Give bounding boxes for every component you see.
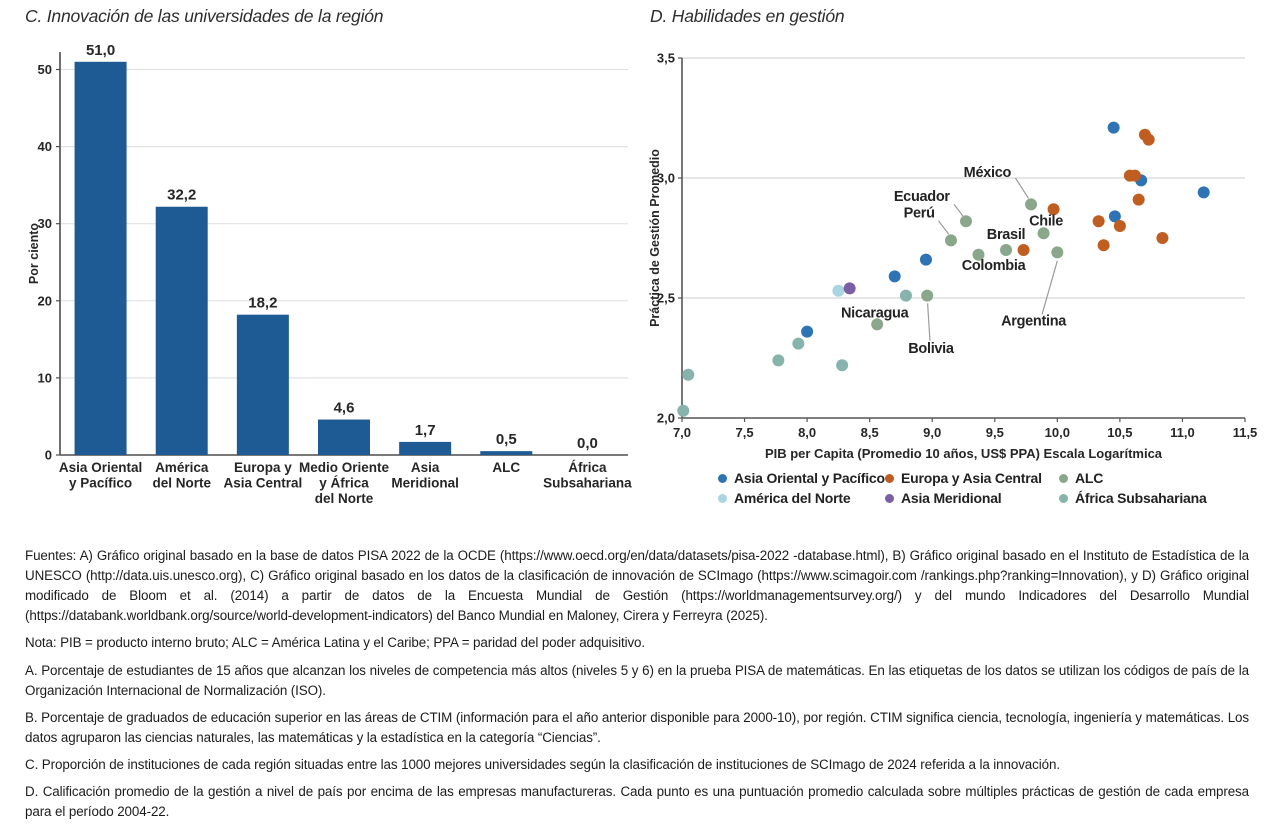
- footnote-c: C. Proporción de instituciones de cada región situadas entre las 1000 mejores universidades según la clasificación de instituciones de SCImago de 2024 referida a la innovación.: [25, 756, 1060, 772]
- data-point-europa-y-asia-central: [1018, 244, 1030, 256]
- data-point-asia-oriental-y-pac-fico: [1198, 186, 1210, 198]
- data-point--frica-subsahariana: [677, 405, 689, 417]
- bar-value-label: 0,5: [495, 431, 517, 449]
- legend-item: [1059, 490, 1259, 506]
- x-tick-label: 11,0: [1170, 425, 1195, 440]
- scatter-legend: [718, 470, 1259, 506]
- data-point-alc: [960, 215, 972, 227]
- data-point-europa-y-asia-central: [1093, 215, 1105, 227]
- footnote-a: A. Porcentaje de estudiantes de 15 años que alcanzan los niveles de competencia más altos (niveles 5 y 6) en la prueba PISA de matemáticas. En las etiquetas de los datos se utilizan los códigos de país de la Organización Internacional de Normalización (ISO).: [25, 662, 1249, 698]
- legend-label: África Subsahariana: [1075, 490, 1207, 506]
- data-point-europa-y-asia-central: [1129, 170, 1141, 182]
- y-tick-label: 2,5: [656, 290, 675, 306]
- x-category-label: Asia Meridional: [391, 460, 459, 491]
- data-point-asia-oriental-y-pac-fico: [889, 270, 901, 282]
- bar: [75, 62, 127, 455]
- data-point-am-rica-del-norte: [832, 285, 844, 297]
- legend-swatch-icon: [885, 474, 894, 483]
- data-point-europa-y-asia-central: [1156, 232, 1168, 244]
- data-point--frica-subsahariana: [792, 338, 804, 350]
- country-label: Brasil: [986, 227, 1026, 244]
- data-point-asia-oriental-y-pac-fico: [920, 254, 932, 266]
- bar: [237, 315, 289, 455]
- y-tick-label: 40: [37, 139, 52, 155]
- y-tick-label: 20: [37, 293, 52, 309]
- bar-value-label: 0,0: [576, 435, 598, 452]
- annotation-leader-line: [954, 204, 964, 217]
- data-point-asia-meridional: [844, 282, 856, 294]
- country-label: Nicaragua: [840, 305, 909, 322]
- data-point-europa-y-asia-central: [1133, 194, 1145, 206]
- panel-c-title: C. Innovación de las universidades de la región: [25, 6, 384, 26]
- data-point-alc: [1000, 244, 1012, 256]
- legend-item: [885, 490, 1059, 506]
- legend-item: [885, 470, 1059, 486]
- footnote-nota: Nota: PIB = producto interno bruto; ALC = América Latina y el Caribe; PPA = paridad del poder adquisitivo.: [25, 635, 646, 651]
- data-point-europa-y-asia-central: [1143, 134, 1155, 146]
- bar-value-label: 4,6: [333, 399, 355, 417]
- country-label: Ecuador: [893, 188, 950, 205]
- x-category-label: América del Norte: [152, 460, 211, 491]
- x-category-label: ALC: [492, 460, 521, 475]
- bar-value-label: 32,2: [167, 186, 197, 204]
- legend-item: [1059, 470, 1259, 486]
- x-tick-label: 7,0: [672, 425, 692, 440]
- legend-item: [718, 490, 885, 506]
- annotation-leader-line: [928, 303, 930, 340]
- annotation-leader-line: [938, 221, 948, 235]
- data-point-alc: [1051, 246, 1063, 258]
- scatter-chart-management-skills: [648, 40, 1272, 470]
- x-tick-label: 7,5: [735, 425, 754, 440]
- x-category-label: Asia Oriental y Pacífico: [58, 460, 143, 491]
- legend-item: [718, 470, 885, 486]
- bar-chart-universities-innovation: [25, 38, 640, 530]
- bar-value-label: 18,2: [248, 294, 278, 312]
- panel-d-title: D. Habilidades en gestión: [650, 6, 845, 26]
- x-tick-label: 11,5: [1232, 425, 1258, 440]
- annotation-leader-line: [1042, 261, 1057, 315]
- y-axis-title: Práctica de Gestión Promedio: [648, 149, 662, 327]
- data-point-alc: [945, 234, 957, 246]
- y-tick-label: 3,0: [656, 170, 675, 186]
- data-point-europa-y-asia-central: [1098, 239, 1110, 251]
- y-tick-label: 10: [37, 370, 52, 386]
- footnote-sources: Fuentes: A) Gráfico original basado en la base de datos PISA 2022 de la OCDE (https://www.oecd.org/en/data/datasets/pisa-2022 -database.html), B) Gráfico original basado en el Instituto de Estadística de la UNESCO (http://data.uis.unesco.org), C) Gráfico original basado en los datos de la clasificación de innovación de SCImago (https://www.scimagoir.com /rankings.php?ranking=Innovation), y D) Gráfico original modificado de Bloom et al. (2014) a partir de datos de la Encuesta Mundial de Gestión (https://worldmanagementsurvey.org/) y del mundo Indicadores del Desarrollo Mundial (https://databank.worldbank.org/source/world-development-indicators) del Banco Mundial en Maloney, Cirera y Ferreyra (2025).: [25, 548, 1249, 624]
- legend-label: Europa y Asia Central: [901, 470, 1042, 486]
- y-tick-label: 2,0: [656, 410, 675, 426]
- data-point--frica-subsahariana: [836, 359, 848, 371]
- bar-value-label: 51,0: [85, 41, 116, 59]
- legend-swatch-icon: [1059, 494, 1068, 503]
- data-point--frica-subsahariana: [682, 369, 694, 381]
- x-tick-label: 9,0: [923, 425, 942, 440]
- x-category-label: Medio Oriente y África del Norte: [298, 460, 390, 506]
- y-axis-title: Por ciento: [27, 222, 41, 285]
- country-label: Argentina: [1001, 313, 1067, 330]
- country-label: Bolivia: [908, 341, 954, 358]
- y-tick-label: 0: [44, 447, 52, 463]
- figure-footnotes: [25, 546, 1249, 829]
- bar: [318, 420, 370, 455]
- x-category-label: Europa y Asia Central: [223, 460, 303, 491]
- legend-swatch-icon: [1059, 474, 1068, 483]
- data-point-alc: [921, 290, 933, 302]
- footnote-d: D. Calificación promedio de la gestión a nivel de país por encima de las empresas manufactureras. Cada punto es una puntuación promedio calculada sobre múltiples prácticas de gestión de cada empresa para el período 2004-22.: [25, 784, 1249, 820]
- y-tick-label: 30: [37, 216, 52, 232]
- x-category-label: África Subsahariana: [543, 460, 632, 491]
- data-point-alc: [1025, 198, 1037, 210]
- country-label: Perú: [903, 205, 935, 222]
- country-label: México: [963, 164, 1012, 181]
- bar: [156, 207, 208, 455]
- country-label: Chile: [1029, 213, 1064, 230]
- x-tick-label: 9,5: [985, 425, 1004, 440]
- data-point-asia-oriental-y-pac-fico: [1108, 122, 1120, 134]
- country-label: Colombia: [961, 258, 1026, 275]
- bar: [399, 442, 451, 455]
- bar-value-label: 1,7: [414, 421, 436, 439]
- legend-swatch-icon: [718, 474, 727, 483]
- data-point--frica-subsahariana: [900, 290, 912, 302]
- legend-label: ALC: [1075, 470, 1104, 486]
- x-tick-label: 10,5: [1107, 425, 1133, 440]
- annotation-leader-line: [1015, 178, 1028, 198]
- x-tick-label: 10,0: [1044, 425, 1070, 440]
- data-point-asia-oriental-y-pac-fico: [801, 326, 813, 338]
- data-point--frica-subsahariana: [772, 354, 784, 366]
- legend-label: Asia Meridional: [901, 490, 1002, 506]
- x-tick-label: 8,0: [798, 425, 817, 440]
- y-tick-label: 3,5: [656, 50, 675, 66]
- y-tick-label: 50: [37, 62, 52, 77]
- legend-swatch-icon: [718, 494, 727, 503]
- data-point-europa-y-asia-central: [1114, 220, 1126, 232]
- legend-swatch-icon: [885, 494, 894, 503]
- x-axis-title: PIB per Capita (Promedio 10 años, US$ PPA) Escala Logarítmica: [764, 446, 1163, 461]
- footnote-b: B. Porcentaje de graduados de educación superior en las áreas de CTIM (información para el año anterior disponible para 2000-10), por región. CTIM significa ciencia, tecnología, ingeniería y matemáticas. Los datos agruparon las ciencias naturales, las matemáticas y la estadística en la categoría “Ciencias”.: [25, 709, 1249, 745]
- bar: [480, 451, 532, 455]
- x-tick-label: 8,5: [860, 425, 879, 440]
- legend-label: Asia Oriental y Pacífico: [734, 470, 885, 486]
- legend-label: América del Norte: [734, 490, 851, 506]
